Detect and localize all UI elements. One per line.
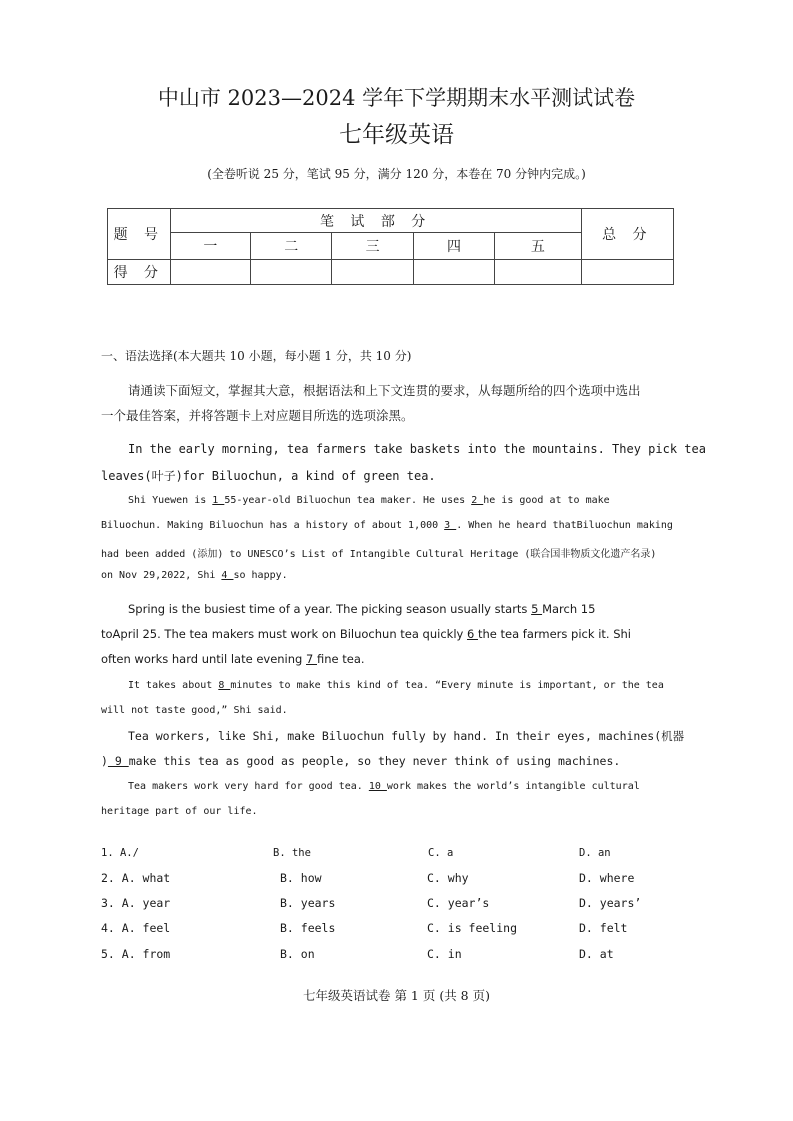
- page-footer: 七年级英语试卷 第 1 页 (共 8 页): [302, 988, 490, 1003]
- passage-line: had been added (添加) to UNESCO’s List of Intangible Cultural Heritage (联合国非物质文化遗产名录): [101, 549, 657, 560]
- blank-10: 10: [368, 781, 387, 792]
- passage-line: It takes about 8 minutes to make this kind of tea. “Every minute is important, or the tea: [128, 680, 664, 691]
- blank-7: 7: [306, 652, 317, 666]
- option-2-c: C. why: [427, 871, 469, 885]
- option-5-c: C. in: [427, 947, 462, 961]
- score-cell: [495, 260, 581, 285]
- passage-line: Spring is the busiest time of a year. The picking season usually starts 5 March 15: [128, 602, 596, 616]
- label-total: 总 分: [581, 209, 673, 260]
- score-cell: [413, 260, 494, 285]
- option-5-d: D. at: [579, 947, 614, 961]
- passage-line: Shi Yuewen is 1 55-year-old Biluochun tea maker. He uses 2 he is good at to make: [128, 495, 610, 506]
- option-1-d: D. an: [579, 847, 611, 859]
- blank-4: 4: [221, 570, 234, 581]
- exam-note: (全卷听说 25 分，笔试 95 分，满分 120 分，本卷在 70 分钟内完成。): [207, 167, 586, 181]
- option-4-b: B. feels: [280, 921, 336, 935]
- score-cell: [332, 260, 413, 285]
- option-4-d: D. felt: [579, 921, 628, 935]
- option-2-a: 2. A. what: [101, 871, 171, 885]
- exam-title: 中山市 2023—2024 学年下学期期末水平测试试卷: [157, 86, 636, 110]
- passage-line: often works hard until late evening 7 fine tea.: [101, 652, 365, 666]
- part-3: 三: [332, 233, 413, 260]
- option-3-b: B. years: [280, 896, 336, 910]
- score-cell: [581, 260, 673, 285]
- passage-line: Tea makers work very hard for good tea. 10 work makes the world’s intangible cultural: [128, 781, 640, 792]
- option-4-c: C. is feeling: [427, 921, 518, 935]
- score-table: [107, 208, 674, 285]
- blank-6: 6: [466, 627, 478, 641]
- label-written-part: 笔 试 部 分: [170, 209, 581, 233]
- label-question-number: 题 号: [108, 209, 171, 260]
- passage-line: will not taste good,” Shi said.: [101, 705, 288, 716]
- part-4: 四: [413, 233, 494, 260]
- passage-line: Biluochun. Making Biluochun has a history of about 1,000 3 . When he heard thatBiluochun making: [101, 520, 673, 531]
- section-heading: 一、语法选择(本大题共 10 小题，每小题 1 分，共 10 分): [101, 349, 412, 363]
- passage-line: ) 9 make this tea as good as people, so they never think of using machines.: [101, 754, 621, 768]
- part-1: 一: [170, 233, 250, 260]
- passage-line: In the early morning, tea farmers take baskets into the mountains. They pick tea: [128, 442, 706, 456]
- option-2-b: B. how: [280, 871, 322, 885]
- passage-line: Tea workers, like Shi, make Biluochun fully by hand. In their eyes, machines(机器: [128, 729, 685, 743]
- option-3-d: D. years’: [579, 896, 642, 910]
- option-1-a: 1. A./: [101, 847, 139, 859]
- passage-line: toApril 25. The tea makers must work on Biluochun tea quickly 6 the tea farmers pick it. Shi: [101, 627, 631, 641]
- score-cell: [251, 260, 332, 285]
- option-3-a: 3. A. year: [101, 896, 171, 910]
- blank-8: 8: [218, 680, 231, 691]
- option-2-d: D. where: [579, 871, 635, 885]
- part-5: 五: [495, 233, 581, 260]
- passage-line: leaves(叶子)for Biluochun, a kind of green tea.: [101, 469, 436, 483]
- label-score: 得 分: [108, 260, 171, 285]
- blank-5: 5: [531, 602, 543, 616]
- option-4-a: 4. A. feel: [101, 921, 171, 935]
- option-1-b: B. the: [273, 847, 311, 859]
- option-5-a: 5. A. from: [101, 947, 171, 961]
- passage-line: on Nov 29,2022, Shi 4 so happy.: [101, 570, 288, 581]
- exam-subject: 七年级英语: [339, 122, 454, 148]
- part-2: 二: [251, 233, 332, 260]
- passage-line: heritage part of our life.: [101, 806, 258, 817]
- blank-3: 3: [444, 520, 457, 531]
- option-1-c: C. a: [428, 847, 454, 859]
- instruction-line: 请通读下面短文，掌握其大意，根据语法和上下文连贯的要求，从每题所给的四个选项中选出: [128, 383, 641, 398]
- option-3-c: C. year’s: [427, 896, 490, 910]
- blank-1: 1: [212, 495, 225, 506]
- blank-9: 9: [107, 754, 129, 768]
- score-cell: [170, 260, 250, 285]
- blank-2: 2: [471, 495, 484, 506]
- instruction-line: 一个最佳答案，并将答题卡上对应题目所选的选项涂黑。: [101, 408, 414, 423]
- option-5-b: B. on: [280, 947, 315, 961]
